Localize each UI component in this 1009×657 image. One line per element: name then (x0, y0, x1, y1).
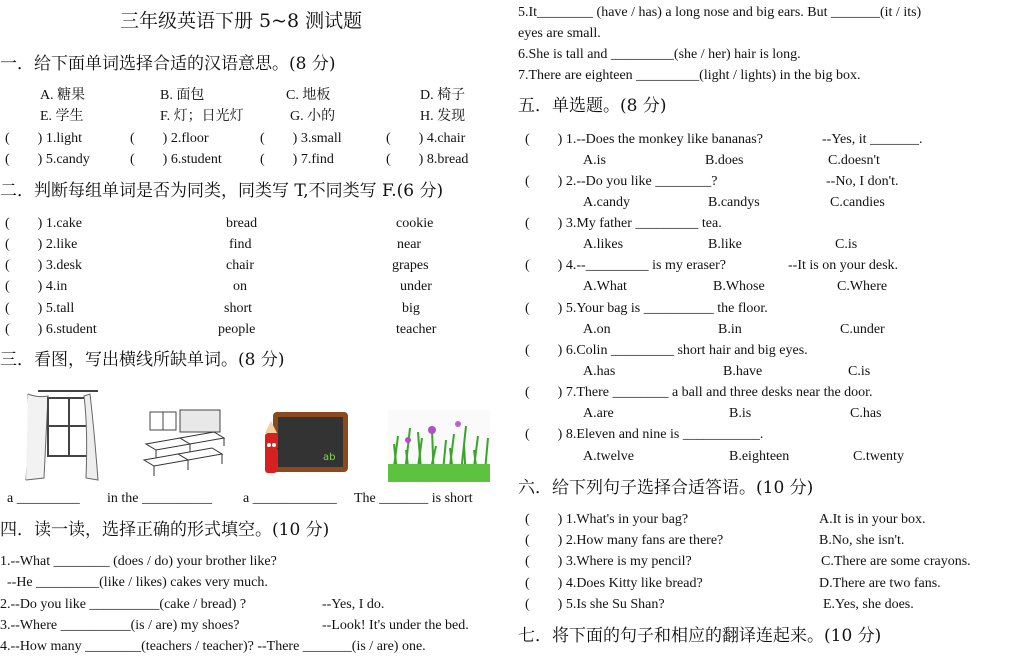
s5-choice-c: C.twenty (853, 449, 904, 464)
option-e: E. 学生 (40, 109, 84, 124)
s6-question: ( ) 1.What's in your bag? (525, 512, 689, 527)
page-title: 三年级英语下册 5~8 测试题 (120, 10, 363, 32)
s5-question: ( ) 2.--Do you like ________? (525, 174, 718, 189)
s5-choice-c: C.candies (830, 195, 885, 210)
s5-choice-a: A.is (583, 153, 606, 168)
s5-choice-b: B.in (718, 322, 742, 337)
option-b: B. 面包 (160, 88, 205, 103)
s1-item: ( ) 2.floor (130, 131, 209, 146)
s5-choice-b: B.have (723, 364, 763, 379)
s5-choice-c: C.Where (837, 279, 888, 294)
s6-question: ( ) 3.Where is my pencil? (525, 554, 692, 569)
svg-text:ab: ab (323, 452, 336, 463)
s1-item: ( ) 5.candy (5, 152, 90, 167)
option-a: A. 糖果 (40, 88, 86, 103)
s2-word: find (229, 237, 252, 252)
s4-line: 7.There are eighteen _________(light / lights) in the big box. (518, 68, 861, 83)
s5-answer-hint: --No, I don't. (826, 174, 899, 189)
s4-line: --Look! It's under the bed. (322, 618, 469, 633)
s5-choice-a: A.on (583, 322, 611, 337)
s2-word: ( ) 3.desk (5, 258, 82, 273)
s4-line: 3.--Where __________(is / are) my shoes? (0, 618, 240, 633)
s6-question: ( ) 4.Does Kitty like bread? (525, 576, 703, 591)
s1-item: ( ) 3.small (260, 131, 342, 146)
s6-question: ( ) 5.Is she Su Shan? (525, 597, 665, 612)
s6-answer: A.It is in your box. (819, 512, 926, 527)
s1-item: ( ) 1.light (5, 131, 82, 146)
s1-item: ( ) 7.find (260, 152, 334, 167)
s5-choice-a: A.are (583, 406, 614, 421)
s4-line: 5.It________ (have / has) a long nose and big ears. But _______(it / its) (518, 5, 922, 20)
section-1-heading: 一．给下面单词选择合适的汉语意思。(8 分) (0, 54, 336, 74)
s5-question: ( ) 1.--Does the monkey like bananas? (525, 132, 763, 147)
s2-word: chair (226, 258, 254, 273)
grass-picture (388, 410, 490, 482)
s5-choice-a: A.What (583, 279, 627, 294)
s5-question: ( ) 8.Eleven and nine is ___________. (525, 427, 764, 442)
option-f: F. 灯；日光灯 (160, 109, 244, 124)
s4-line: 6.She is tall and _________(she / her) hair is long. (518, 47, 801, 62)
blank-1: a _________ (7, 491, 80, 506)
s4-line: --Yes, I do. (322, 597, 385, 612)
section-2-heading: 二．判断每组单词是否为同类，同类写 T,不同类写 F.(6 分) (0, 181, 444, 201)
option-c: C. 地板 (286, 88, 331, 103)
blank-3: a ____________ (243, 491, 337, 506)
s5-question: ( ) 4.--_________ is my eraser? (525, 258, 727, 273)
s2-word: grapes (392, 258, 429, 273)
s5-choice-b: B.eighteen (729, 449, 790, 464)
s5-answer-hint: --It is on your desk. (788, 258, 899, 273)
s2-word: bread (226, 216, 258, 231)
s2-word: ( ) 4.in (5, 279, 68, 294)
s5-question: ( ) 7.There ________ a ball and three desks near the door. (525, 385, 873, 400)
s5-question: ( ) 6.Colin _________ short hair and big eyes. (525, 343, 808, 358)
s2-word: people (218, 322, 256, 337)
section-6-heading: 六．给下列句子选择合适答语。(10 分) (518, 478, 814, 498)
option-d: D. 椅子 (420, 88, 466, 103)
section-5-heading: 五．单选题。(8 分) (518, 96, 667, 116)
s5-choice-a: A.likes (583, 237, 624, 252)
s2-word: cookie (396, 216, 434, 231)
s2-word: ( ) 2.like (5, 237, 78, 252)
s2-word: short (224, 301, 252, 316)
blank-2: in the __________ (107, 491, 212, 506)
s5-question: ( ) 5.Your bag is __________ the floor. (525, 301, 768, 316)
s2-word: ( ) 6.student (5, 322, 97, 337)
s4-line: 2.--Do you like __________(cake / bread) ? (0, 597, 247, 612)
s2-word: big (402, 301, 420, 316)
s5-choice-b: B.Whose (713, 279, 765, 294)
s2-word: under (400, 279, 432, 294)
s5-choice-a: A.candy (583, 195, 631, 210)
s2-word: on (233, 279, 247, 294)
s5-choice-b: B.is (729, 406, 752, 421)
window-picture (24, 388, 100, 484)
s6-answer: B.No, she isn't. (819, 533, 905, 548)
s5-choice-c: C.doesn't (828, 153, 880, 168)
section-4-heading: 四．读一读，选择正确的形式填空。(10 分) (0, 520, 330, 540)
s5-choice-c: C.has (850, 406, 882, 421)
s5-choice-c: C.is (835, 237, 858, 252)
s4-line: 4.--How many ________(teachers / teacher)? --There _______(is / are) one. (0, 639, 426, 654)
s5-choice-b: B.like (708, 237, 742, 252)
section-3-heading: 三．看图，写出横线所缺单词。(8 分) (0, 350, 285, 370)
s4-line: 1.--What ________ (does / do) your brother like? (0, 554, 277, 569)
s5-choice-a: A.has (583, 364, 616, 379)
s2-word: teacher (396, 322, 437, 337)
s6-question: ( ) 2.How many fans are there? (525, 533, 724, 548)
section-7-heading: 七．将下面的句子和相应的翻译连起来。(10 分) (518, 626, 882, 646)
s1-item: ( ) 8.bread (386, 152, 469, 167)
s6-answer: C.There are some crayons. (821, 554, 971, 569)
s5-question: ( ) 3.My father _________ tea. (525, 216, 722, 231)
s2-word: ( ) 5.tall (5, 301, 75, 316)
s1-item: ( ) 4.chair (386, 131, 466, 146)
s1-item: ( ) 6.student (130, 152, 222, 167)
blackboard-picture (261, 409, 351, 483)
s4-line: --He _________(like / likes) cakes very much. (0, 575, 268, 590)
s5-choice-c: C.under (840, 322, 885, 337)
s5-choice-b: B.does (705, 153, 744, 168)
s2-word: near (397, 237, 422, 252)
s4-line: eyes are small. (518, 26, 601, 41)
blank-4: The _______ is short (354, 491, 473, 506)
s5-choice-a: A.twelve (583, 449, 634, 464)
s6-answer: D.There are two fans. (819, 576, 941, 591)
s6-answer: E.Yes, she does. (823, 597, 914, 612)
s2-word: ( ) 1.cake (5, 216, 82, 231)
option-g: G. 小的 (290, 109, 336, 124)
s5-answer-hint: --Yes, it _______. (822, 132, 923, 147)
classroom-picture (140, 408, 230, 478)
s5-choice-b: B.candys (708, 195, 760, 210)
s5-choice-c: C.is (848, 364, 871, 379)
option-h: H. 发现 (420, 109, 466, 124)
